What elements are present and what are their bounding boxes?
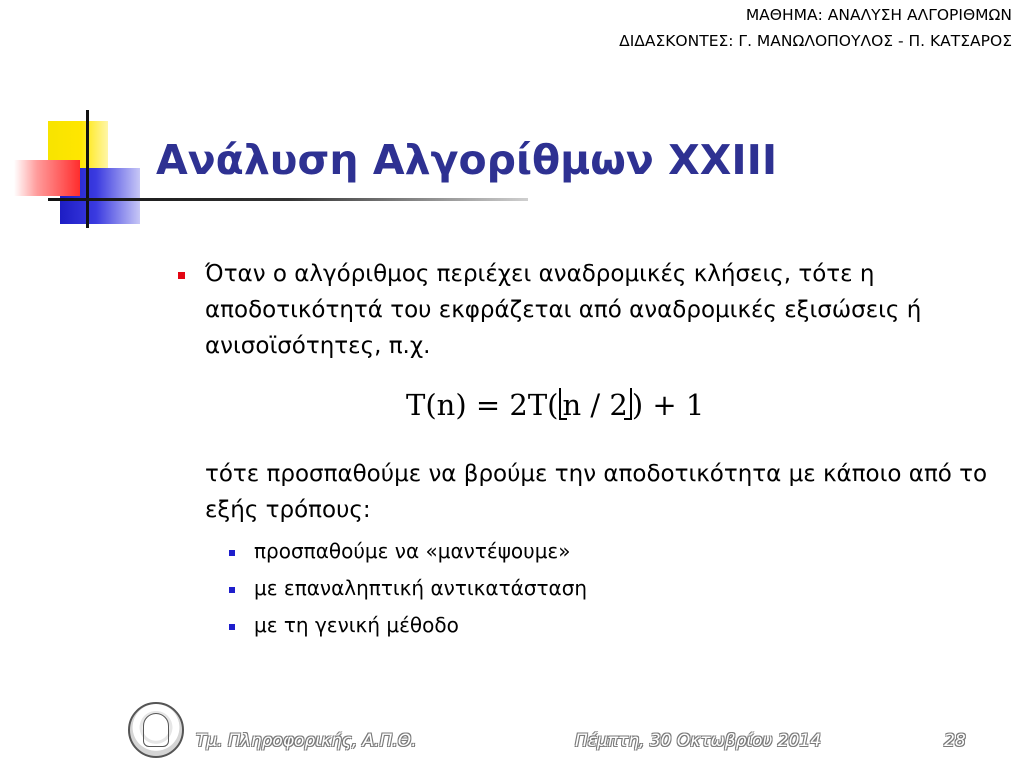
formula-floor-content: n / 2 bbox=[562, 388, 628, 422]
page-number: 28 bbox=[944, 731, 966, 751]
sub-bullet-square-icon bbox=[229, 550, 235, 556]
instructors-header: ΔΙΔΑΣΚΟΝΤΕΣ: Γ. ΜΑΝΩΛΟΠΟΥΛΟΣ - Π. ΚΑΤΣΑΡΟΣ bbox=[619, 32, 1012, 50]
sub-bullet-square-icon bbox=[229, 624, 235, 630]
sub-bullet-square-icon bbox=[229, 587, 235, 593]
seal-figure-icon bbox=[143, 713, 169, 747]
footer-date: Πέμπτη, 30 Οκτωβρίου 2014 bbox=[575, 731, 822, 751]
formula-lhs: T(n) = 2T( bbox=[406, 388, 559, 422]
bullet-paragraph: Όταν ο αλγόριθμος περιέχει αναδρομικές κλήσεις, τότε η αποδοτικότητά του εκφράζεται από αναδρομικές εξισώσεις ή ανισοϊσότητες, π.χ. bbox=[205, 261, 922, 359]
continuation-paragraph: τότε προσπαθούμε να βρούμε την αποδοτικότητα με κάποιο από το εξής τρόπους: bbox=[205, 461, 988, 523]
sub-bullet-item: προσπαθούμε να «μαντέψουμε» bbox=[254, 539, 571, 563]
sub-bullet-item: με τη γενική μέθοδο bbox=[254, 613, 459, 637]
decorative-red-block bbox=[14, 160, 80, 196]
title-underline bbox=[48, 198, 528, 201]
formula-rhs: ) + 1 bbox=[631, 388, 705, 422]
bullet-square-icon bbox=[178, 272, 185, 279]
floor-brackets bbox=[559, 388, 632, 422]
recurrence-formula bbox=[406, 388, 704, 422]
course-header: ΜΑΘΗΜΑ: ΑΝΑΛΥΣΗ ΑΛΓΟΡΙΘΜΩΝ bbox=[745, 6, 1012, 24]
sub-bullet-item: με επαναληπτική αντικατάσταση bbox=[254, 576, 588, 600]
decorative-vertical-line bbox=[86, 110, 89, 228]
footer-department: Τμ. Πληροφορικής, Α.Π.Θ. bbox=[196, 731, 417, 751]
slide-title: Ανάλυση Αλγορίθμων XXIII bbox=[156, 136, 778, 184]
